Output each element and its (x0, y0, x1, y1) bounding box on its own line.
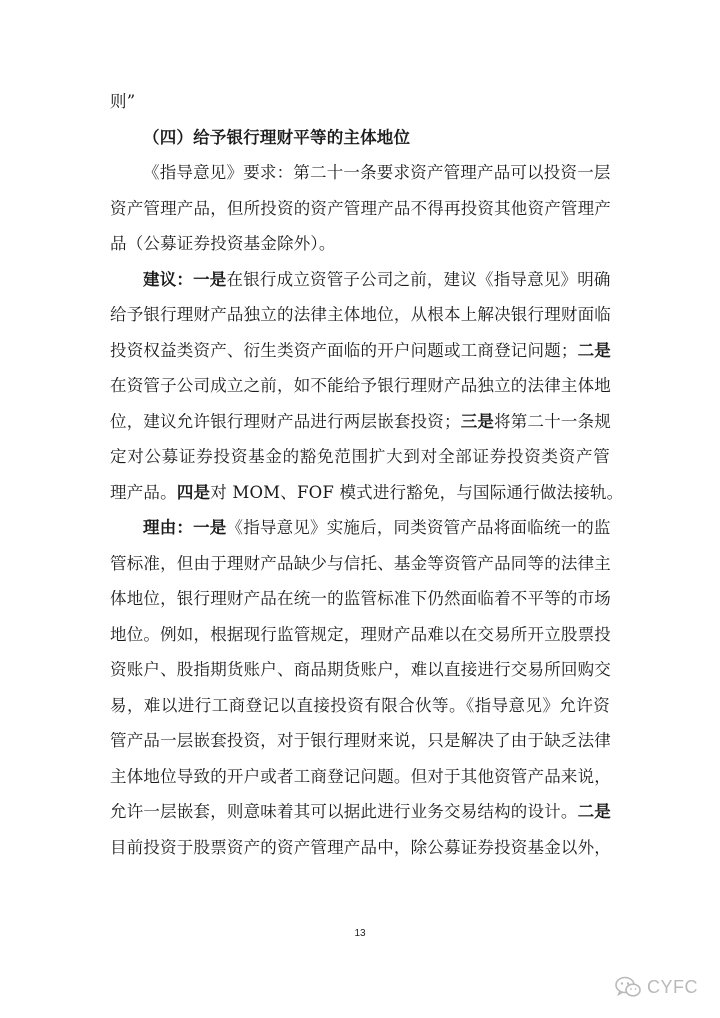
text-line (110, 333, 610, 369)
text-segment: 地位。例如，根据现行监管规定，理财产品难以在交易所开立股票投 (110, 624, 611, 644)
text-segment: 允许一层嵌套，则意味着其可以据此进行业务交易结构的设计。 (110, 802, 578, 821)
text-segment: 在银行成立资管子公司之前，建议《指导意见》明确 (226, 269, 611, 289)
text-line (110, 475, 624, 511)
section-heading (110, 120, 610, 156)
document-body (110, 84, 624, 865)
text-segment: 给予银行理财产品独立的法律主体地位，从根本上解决银行理财面临 (110, 305, 611, 324)
bold-text: 一是 (193, 269, 227, 289)
wechat-icon (615, 976, 641, 998)
text-line (110, 617, 610, 653)
text-segment: 管产品一层嵌套投资，对于银行理财来说，只是解决了由于缺乏法律 (110, 731, 611, 750)
text-line (110, 546, 610, 582)
text-line (110, 794, 610, 830)
text-line (110, 439, 610, 475)
text-segment: 易，难以进行工商登记以直接投资有限合伙等。《指导意见》允许资 (110, 695, 610, 715)
text-segment: 在资管子公司成立之前，如不能给予银行理财产品独立的法律主体地 (110, 376, 611, 395)
text-line (110, 723, 610, 759)
text-line (110, 759, 610, 795)
text-line (110, 262, 610, 298)
text-line (110, 404, 610, 440)
bold-text: 四是 (176, 482, 211, 502)
bold-text: （四）给予银行理财平等的主体地位 (143, 127, 411, 147)
bold-text: 理由： (143, 518, 194, 537)
text-segment: 资产管理产品，但所投资的资产管理产品不得再投资其他资产管理产 (110, 198, 611, 218)
watermark-label: CYFC (647, 976, 698, 997)
bold-text: 二是 (577, 340, 612, 360)
text-segment: 《指导意见》要求：第二十一条要求资产管理产品可以投资一层 (143, 163, 611, 182)
text-line (110, 191, 610, 227)
text-line (110, 368, 610, 404)
text-segment: 资账户、股指期货账户、商品期货账户，难以直接进行交易所回购交 (110, 660, 611, 679)
text-segment: 主体地位导致的开户或者工商登记问题。但对于其他资管产品来说， (110, 766, 611, 786)
text-segment: 《指导意见》实施后，同类资管产品将面临统一的监 (226, 518, 611, 537)
bold-text: 建议： (143, 269, 194, 289)
bold-text: 二是 (577, 802, 612, 821)
text-line (110, 84, 610, 120)
text-line (110, 830, 610, 866)
text-segment: 理产品。 (110, 482, 177, 502)
text-segment: 品（公募证券投资基金除外）。 (110, 234, 336, 253)
text-line (110, 688, 610, 724)
watermark (615, 976, 698, 998)
text-line (110, 155, 610, 191)
text-segment: 对 MOM、FOF 模式进行豁免，与国际通行做法接轨。 (210, 482, 624, 502)
text-segment: 则” (110, 92, 136, 111)
text-segment: 投资权益类资产、衍生类资产面临的开户问题或工商登记问题； (110, 340, 578, 360)
text-segment: 定对公募证券投资基金的豁免范围扩大到对全部证券投资类资产管 (110, 447, 610, 466)
text-line (110, 652, 610, 688)
bold-text: 三是 (460, 411, 495, 431)
text-segment: 目前投资于股票资产的资产管理产品中，除公募证券投资基金以外， (110, 837, 611, 857)
text-segment: 位，建议允许银行理财产品进行两层嵌套投资； (110, 411, 461, 431)
text-line (110, 581, 610, 617)
text-line (110, 226, 610, 262)
bold-text: 一是 (193, 518, 227, 537)
text-segment: 将第二十一条规 (494, 411, 612, 431)
text-segment: 管标准，但由于理财产品缺少与信托、基金等资管产品同等的法律主 (110, 553, 611, 573)
text-line (110, 510, 610, 546)
text-line (110, 297, 610, 333)
text-segment: 体地位，银行理财产品在统一的监管标准下仍然面临着不平等的市场 (110, 589, 611, 608)
page-number: 13 (354, 928, 366, 939)
